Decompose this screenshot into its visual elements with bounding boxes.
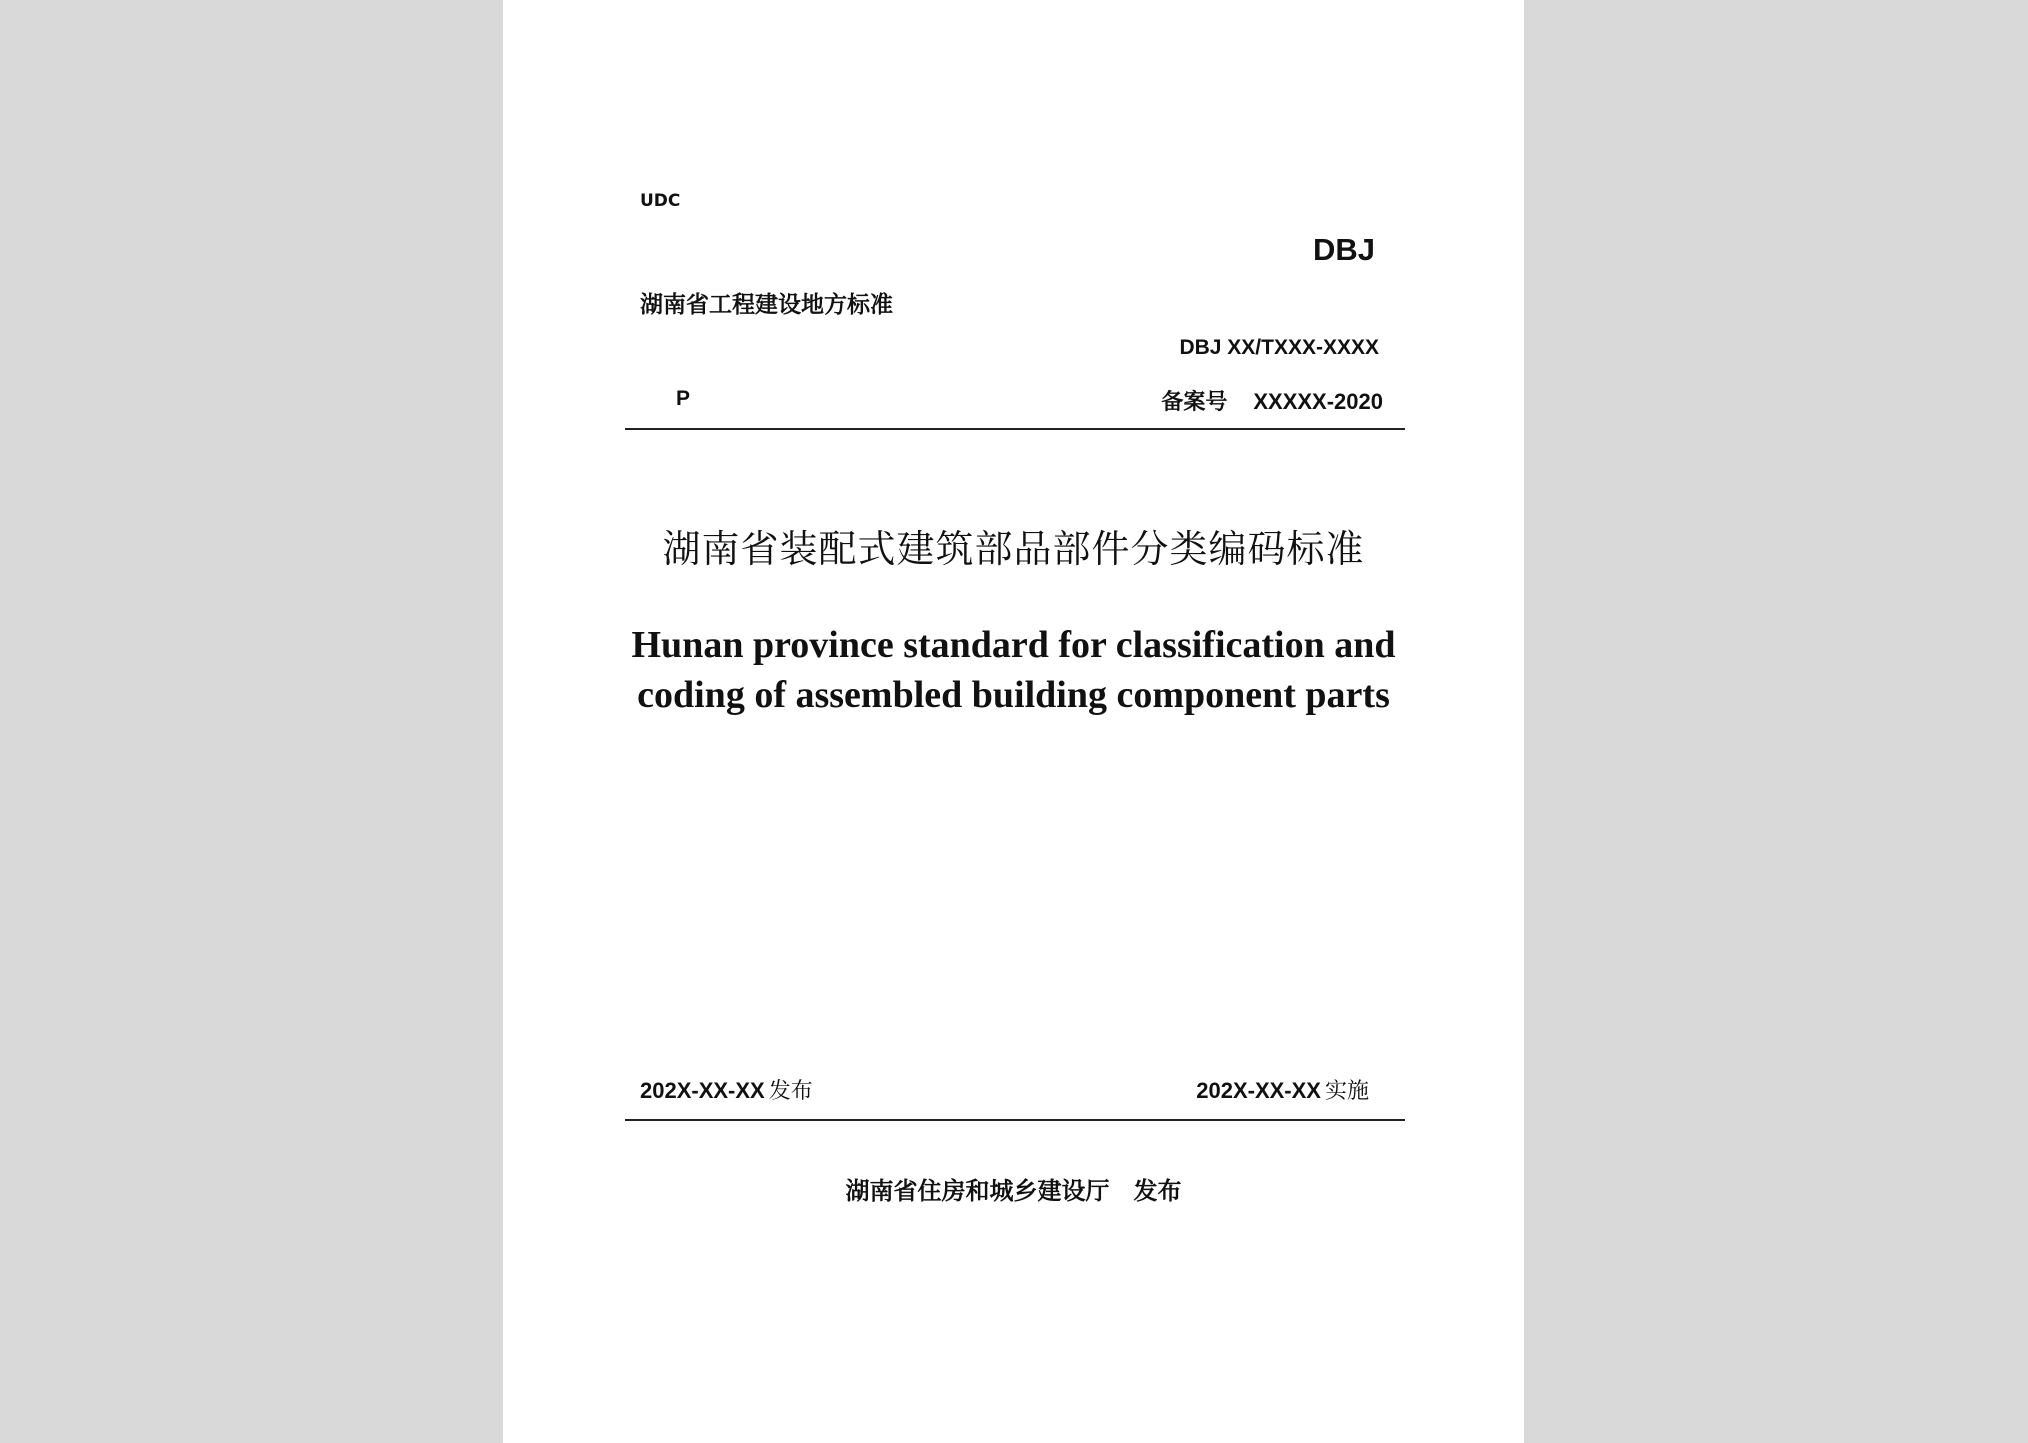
publish-date-suffix: 发布 [768, 1079, 813, 1104]
publish-date [640, 1074, 813, 1105]
title-chinese: 湖南省装配式建筑部品部件分类编码标准 [662, 527, 1365, 571]
publish-date-value: 202X-XX-XX [640, 1078, 765, 1103]
effective-date [1196, 1074, 1369, 1105]
effective-date-suffix: 实施 [1324, 1079, 1369, 1104]
top-divider [625, 428, 1405, 430]
standard-category: 湖南省工程建设地方标准 [640, 292, 893, 318]
title-english-line1: Hunan province standard for classification and [631, 624, 1396, 666]
record-value: XXXXX-2020 [1253, 389, 1383, 414]
title-english [503, 620, 1524, 720]
issuer [503, 1171, 1524, 1206]
document-page [503, 0, 1524, 1443]
p-code: P [676, 387, 691, 410]
record-label: 备案号 [1161, 390, 1228, 415]
effective-date-value: 202X-XX-XX [1196, 1078, 1321, 1103]
issuer-action: 发布 [1133, 1177, 1182, 1205]
standard-number: DBJ XX/TXXX-XXXX [1179, 336, 1379, 359]
title-english-line2: coding of assembled building component parts [637, 674, 1390, 716]
issuer-name: 湖南省住房和城乡建设厅 [845, 1177, 1110, 1205]
bottom-divider [625, 1119, 1405, 1121]
record-number [1161, 385, 1383, 416]
udc-label: UDC [640, 191, 681, 211]
dbj-mark: DBJ [1313, 232, 1376, 267]
